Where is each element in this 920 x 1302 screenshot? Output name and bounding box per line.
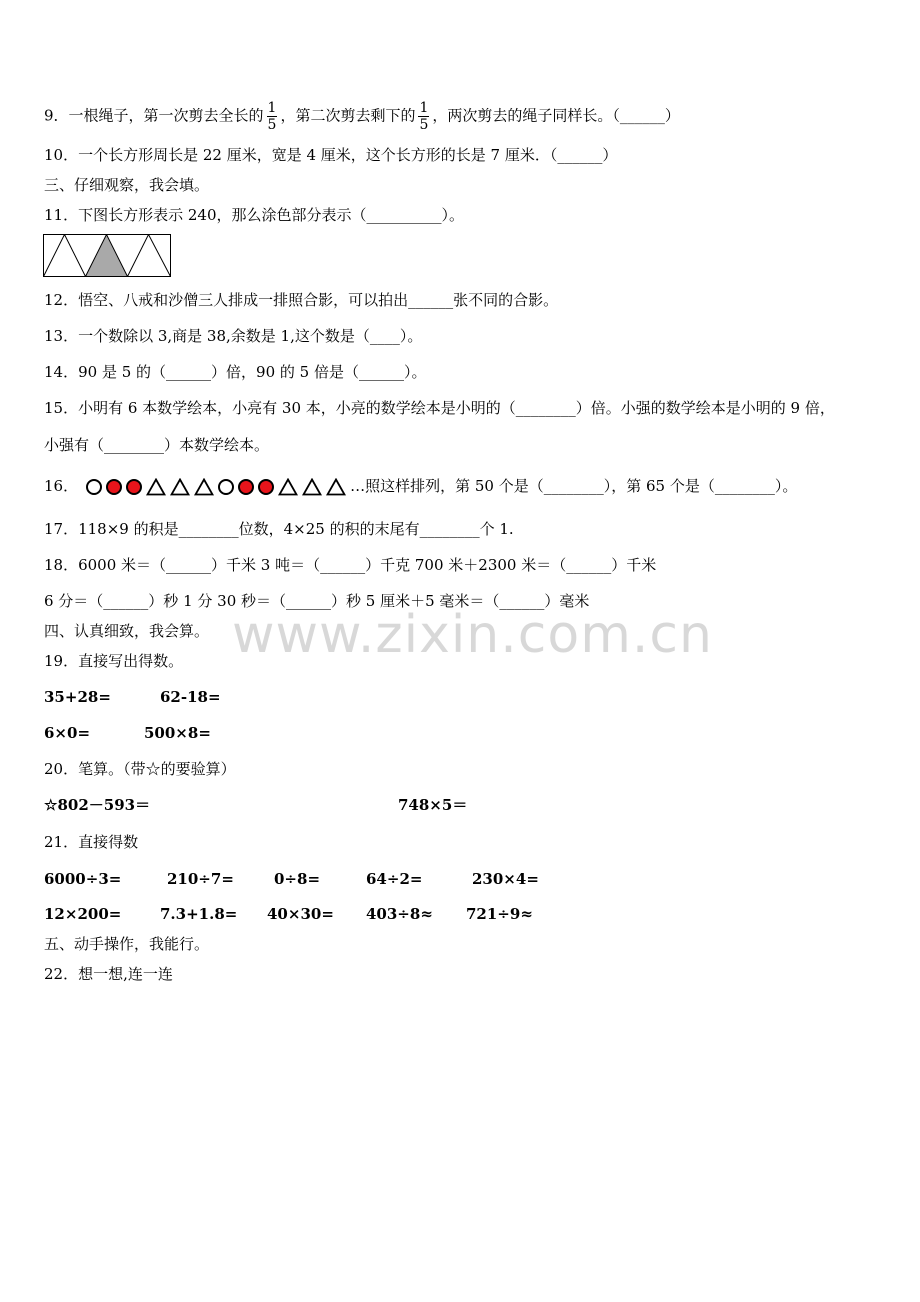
section-4-heading: 四、认真细致，我会算。 [44,622,210,640]
question-22: 22．想一想,连一连 [44,965,173,983]
fraction-1-5-second: $\frac{1}{5}$ [419,100,429,133]
watermark: www.zixin.com.cn [232,605,713,665]
question-18-line-1: 18．6000 米＝（______）千米 3 吨＝（______）千克 700 米＋2300 米＝（______）千米 [44,556,657,574]
question-11: 11．下图长方形表示 240，那么涂色部分表示（__________）。 [44,206,464,224]
question-17: 17．118×9 的积是________位数，4×25 的积的末尾有________个 1. [44,520,514,538]
triangle-icon [326,478,346,496]
triangle-icon [278,478,298,496]
fraction-1-5: $\frac{1}{5}$ [267,100,277,133]
red-circle-icon [106,479,122,495]
q21-expr: 230×4= [472,870,539,888]
q19-expr-1: 35+28= [44,688,111,706]
q9-text-1: 9．一根绳子，第一次剪去全长的 [44,106,264,125]
q9-text-2: ，第二次剪去剩下的 [280,106,416,125]
question-15-line-2: 小强有（________）本数学绘本。 [44,436,270,454]
q21-expr: 6000÷3= [44,870,122,888]
triangle-icon [194,478,214,496]
question-13: 13．一个数除以 3,商是 38,余数是 1,这个数是（____）。 [44,327,423,345]
question-20: 20．笔算。（带☆的要验算） [44,760,236,778]
q21-expr: 7.3+1.8= [160,905,238,923]
q21-expr: 403÷8≈ [366,905,433,923]
red-circle-icon [258,479,274,495]
question-12: 12．悟空、八戒和沙僧三人排成一排照合影，可以拍出______张不同的合影。 [44,291,559,309]
q21-expr: 0÷8= [274,870,321,888]
question-15-line-1: 15．小明有 6 本数学绘本，小亮有 30 本，小亮的数学绘本是小明的（________）倍。小强的数学绘本是小明的 9 倍， [44,399,835,417]
red-circle-icon [238,479,254,495]
triangle-icon [302,478,322,496]
q21-expr: 12×200= [44,905,122,923]
question-16: 16． …照这样排列，第 50 个是（________），第 65 个是（________）。 [44,477,798,495]
question-10: 10．一个长方形周长是 22 厘米，宽是 4 厘米，这个长方形的长是 7 厘米．（______） [44,146,618,164]
triangle-icon [146,478,166,496]
question-18-line-2: 6 分＝（______）秒 1 分 30 秒＝（______）秒 5 厘米＋5 毫米＝（______）毫米 [44,592,590,610]
q21-expr: 210÷7= [167,870,234,888]
q19-expr-3: 6×0= [44,724,91,742]
question-19: 19．直接写出得数。 [44,652,184,670]
red-circle-icon [126,479,142,495]
section-5-heading: 五、动手操作，我能行。 [44,935,210,953]
q19-expr-4: 500×8= [144,724,211,742]
q9-text-3: ，两次剪去的绳子同样长。（______） [432,106,680,125]
q20-expr-1: ☆802－593＝ [44,796,151,814]
q21-expr: 721÷9≈ [466,905,533,923]
q21-expr: 64÷2= [366,870,423,888]
question-21: 21．直接得数 [44,833,139,851]
q19-expr-2: 62-18= [160,688,221,706]
section-3-heading: 三、仔细观察，我会填。 [44,176,210,194]
white-circle-icon [86,479,102,495]
q21-expr: 40×30= [267,905,334,923]
rectangle-triangles-figure [43,234,172,278]
triangle-icon [170,478,190,496]
white-circle-icon [218,479,234,495]
q20-expr-2: 748×5＝ [398,796,468,814]
question-14: 14．90 是 5 的（______）倍，90 的 5 倍是（______）。 [44,363,427,381]
question-9 [44,100,680,133]
shape-sequence [86,478,346,496]
